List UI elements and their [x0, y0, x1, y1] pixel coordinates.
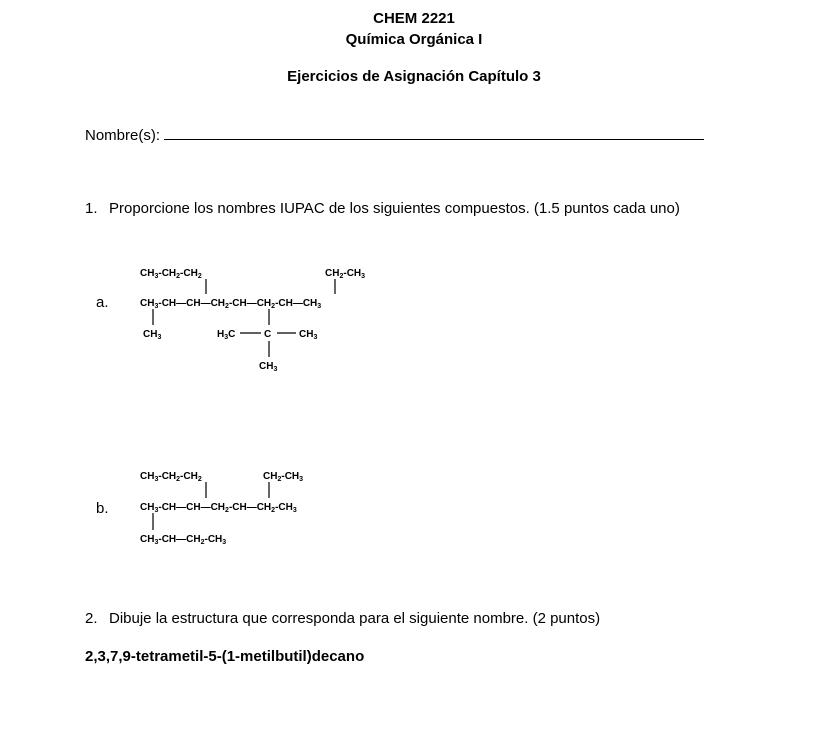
a-top-right: $CH_2-CH_3$ [325, 268, 366, 280]
a-bottom-middle-left: $H_3C$ [217, 329, 236, 341]
a-top-left: $CH_3-CH_2-CH_2$ [140, 268, 202, 280]
assignment-title: Ejercicios de Asignación Capítulo 3 [287, 68, 541, 85]
target-compound-name: 2,3,7,9-tetrametil-5-(1-metilbutil)decano [85, 648, 365, 665]
question-2-number: 2. [85, 610, 98, 627]
b-top-left: $CH_3-CH_2-CH_2$ [140, 471, 202, 483]
a-bottom-left: $CH_3$ [143, 329, 162, 341]
part-b-label: b. [96, 500, 109, 517]
name-field-label: Nombre(s): [85, 127, 161, 144]
question-1-number: 1. [85, 200, 98, 217]
question-2 [85, 610, 600, 627]
part-a-label: a. [96, 294, 109, 311]
question-1-text: Proporcione los nombres IUPAC de los siguientes compuestos. (1.5 puntos cada uno) [109, 200, 680, 217]
a-bottom-middle-right: $CH_3$ [299, 329, 318, 341]
course-code: CHEM 2221 [373, 10, 455, 27]
question-2-text: Dibuje la estructura que corresponda para el siguiente nombre. (2 puntos) [109, 610, 601, 627]
a-bottom-middle-center: C [264, 329, 272, 340]
b-main-chain: $CH_3-CH—CH—CH_2-CH—CH_2-CH_3$ [140, 502, 297, 514]
b-bottom: $CH_3-CH—CH_2-CH_3$ [140, 534, 227, 546]
course-name: Química Orgánica I [345, 31, 483, 48]
a-main-chain: $CH_3-CH—CH—CH_2-CH—CH_2-CH—CH_3$ [140, 298, 322, 310]
a-bottom-lowest: $CH_3$ [259, 361, 278, 373]
b-top-right: $CH_2-CH_3$ [263, 471, 304, 483]
